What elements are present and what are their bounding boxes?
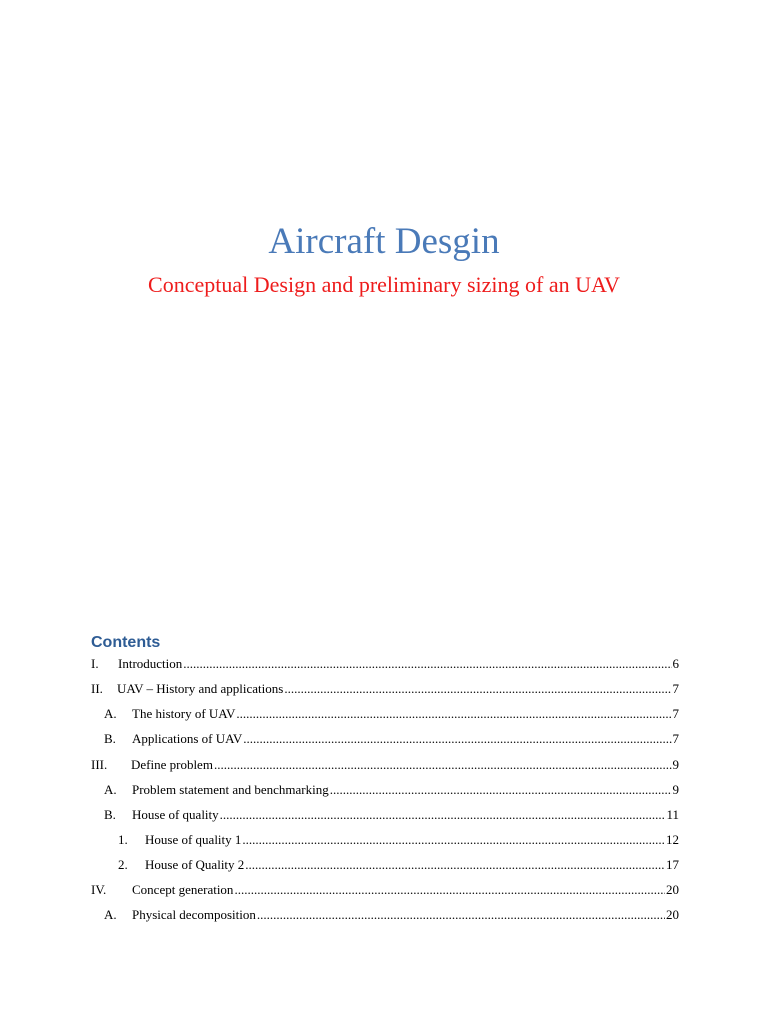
toc-entry-label: Physical decomposition [132, 907, 256, 922]
toc-entry[interactable] [91, 653, 679, 675]
toc-entry-label: Define problem [131, 757, 213, 772]
toc-entry[interactable] [91, 678, 679, 700]
toc-leader-dots [220, 804, 666, 826]
toc-leader-dots [243, 728, 671, 750]
toc-entry[interactable] [118, 829, 679, 851]
toc-entry-label: Applications of UAV [132, 731, 243, 746]
toc-entry-number: A. [104, 907, 117, 922]
toc-entry-page: 9 [672, 757, 679, 772]
toc-leader-dots [330, 779, 672, 801]
toc-leader-dots [214, 754, 672, 776]
toc-entry-label: House of quality [132, 807, 219, 822]
toc-entry-label: The history of UAV [132, 706, 236, 721]
toc-entry-page: 20 [666, 882, 679, 897]
toc-entry-number: IV. [91, 882, 107, 897]
toc-entry-label: Introduction [118, 656, 183, 671]
toc-entry[interactable] [91, 879, 679, 901]
toc-leader-dots [284, 678, 671, 700]
toc-entry-page: 7 [672, 731, 679, 746]
toc-entry-page: 9 [672, 782, 679, 797]
toc-entry-label: House of quality 1 [145, 832, 242, 847]
toc-leader-dots [242, 829, 665, 851]
toc-leader-dots [236, 703, 671, 725]
toc-leader-dots [245, 854, 665, 876]
toc-entry-number: 1. [118, 832, 128, 847]
toc-entry-number: B. [104, 731, 116, 746]
toc-entry-page: 6 [672, 656, 679, 671]
toc-entry-number: II. [91, 681, 103, 696]
toc-leader-dots [257, 904, 665, 926]
toc-entry[interactable] [104, 904, 679, 926]
toc-leader-dots [234, 879, 665, 901]
toc-entry-page: 12 [666, 832, 679, 847]
toc-leader-dots [183, 653, 671, 675]
toc-entry[interactable] [104, 728, 679, 750]
toc-entry-number: A. [104, 782, 117, 797]
toc-entry-page: 7 [672, 681, 679, 696]
toc-entry-page: 11 [666, 807, 679, 822]
toc-entry-page: 20 [666, 907, 679, 922]
toc-entry-number: B. [104, 807, 116, 822]
toc-entry[interactable] [104, 703, 679, 725]
toc-entry-number: I. [91, 656, 99, 671]
contents-heading: Contents [91, 634, 161, 651]
toc-entry[interactable] [118, 854, 679, 876]
toc-entry-page: 7 [672, 706, 679, 721]
toc-entry[interactable] [104, 804, 679, 826]
toc-entry[interactable] [104, 779, 679, 801]
toc-entry-label: Problem statement and benchmarking [132, 782, 329, 797]
toc-entry-number: 2. [118, 857, 128, 872]
toc-entry-number: III. [91, 757, 108, 772]
toc-entry[interactable] [91, 754, 679, 776]
toc-entry-page: 17 [666, 857, 679, 872]
toc-entry-label: Concept generation [132, 882, 234, 897]
toc-entry-number: A. [104, 706, 117, 721]
toc-entry-label: UAV – History and applications [117, 681, 284, 696]
page-title: Aircraft Desgin [268, 221, 500, 262]
toc-entry-label: House of Quality 2 [145, 857, 245, 872]
page-subtitle: Conceptual Design and preliminary sizing of an UAV [148, 272, 620, 297]
